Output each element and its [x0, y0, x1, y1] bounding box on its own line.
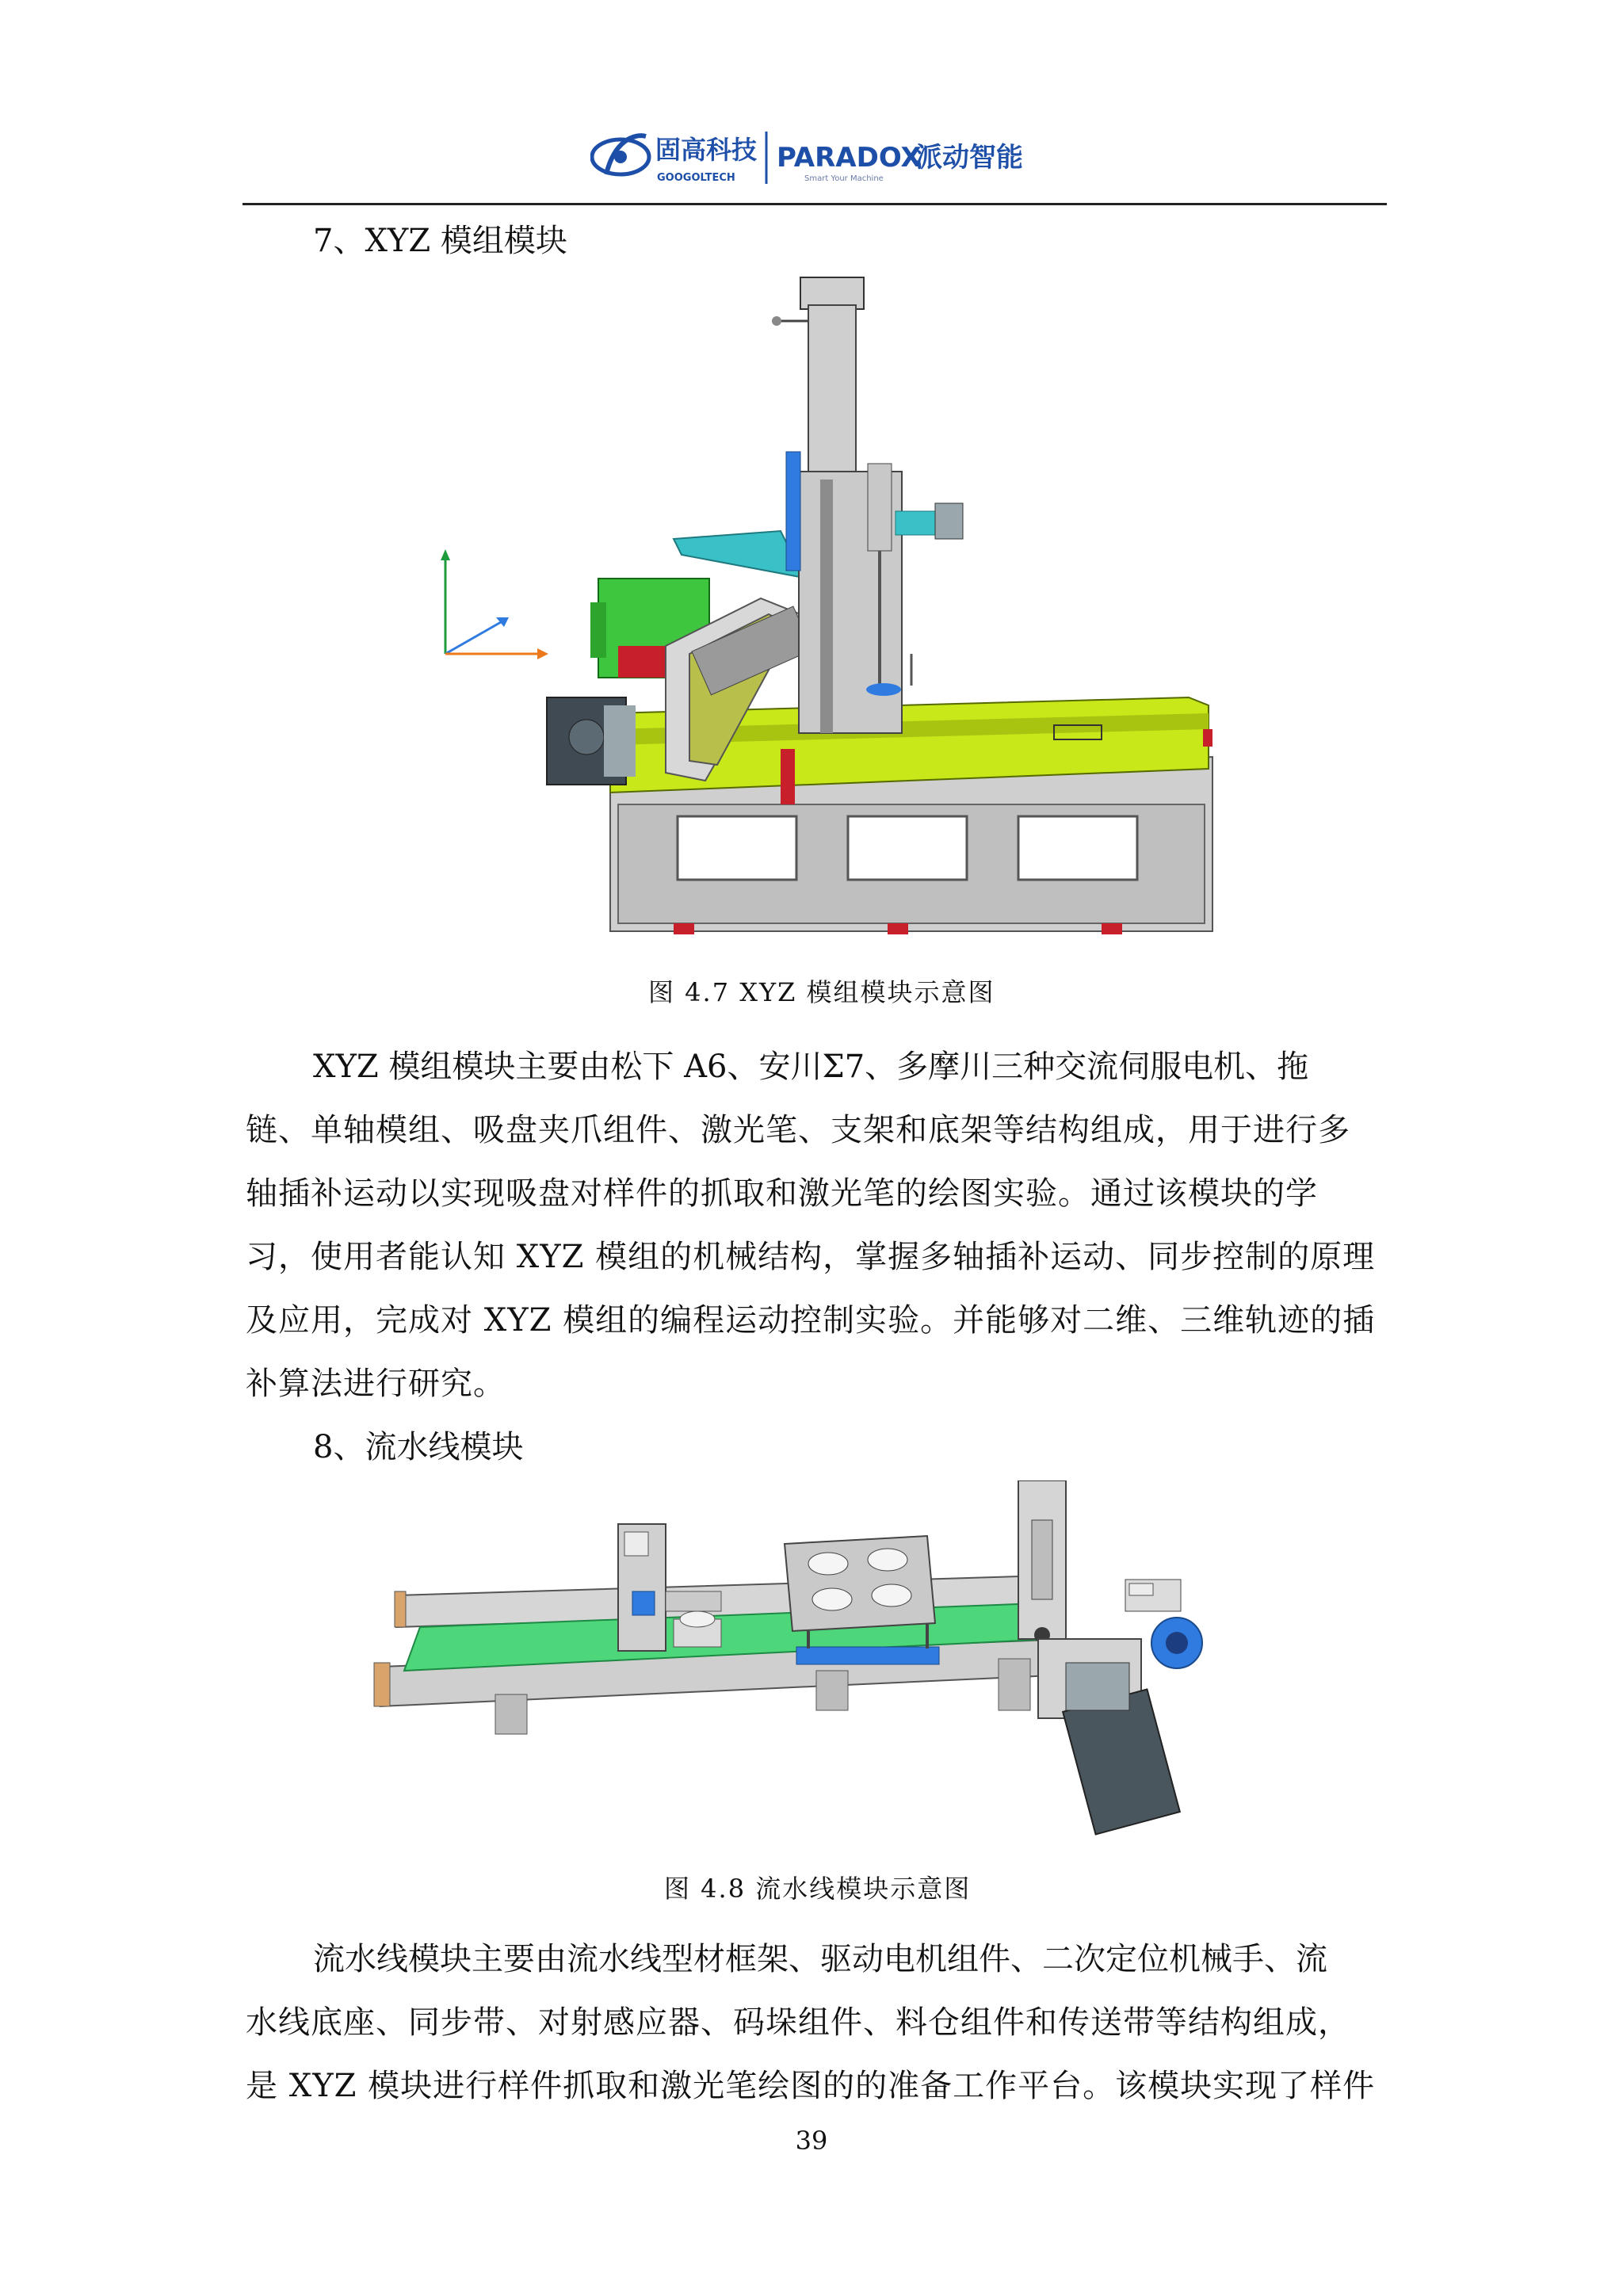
section-7-paragraph-line: 轴插补运动以实现吸盘对样件的抓取和激光笔的绘图实验。通过该模块的学: [246, 1175, 1318, 1212]
xyz-coordinate-axes: [441, 549, 548, 659]
page-header: [238, 111, 1395, 198]
paradox-logo-cn: 派动智能: [915, 142, 1023, 174]
googoltech-logo-icon: [592, 136, 649, 174]
section-8-paragraph-line: 流水线模块主要由流水线型材框架、驱动电机组件、二次定位机械手、流: [313, 1941, 1327, 1977]
company-logos: [590, 125, 1026, 189]
googoltech-logo-en: GOOGOLTECH: [657, 172, 735, 184]
section-7-paragraph-line: 及应用，完成对 XYZ 模组的编程运动控制实验。并能够对二维、三维轨迹的插: [246, 1302, 1376, 1339]
section-7-paragraph-line: 习，使用者能认知 XYZ 模组的机械结构，掌握多轴插补运动、同步控制的原理: [246, 1239, 1376, 1275]
page-number: 39: [795, 2126, 828, 2156]
conveyor-drive-motor: [1038, 1639, 1180, 1835]
googoltech-logo-cn: 固高科技: [655, 135, 758, 165]
header-divider: [242, 203, 1387, 205]
figure-4-7-caption: 图 4.7 XYZ 模组模块示意图: [648, 977, 995, 1007]
y-axis-red-drag-chain: [781, 749, 795, 804]
xyz-module-figure: [428, 273, 1244, 955]
section-7-paragraph-line: 补算法进行研究。: [246, 1366, 506, 1402]
section-7-paragraph-line: XYZ 模组模块主要由松下 A6、安川Σ7、多摩川三种交流伺服电机、拖: [313, 1049, 1309, 1085]
xyz-end-effector: [866, 464, 963, 696]
conveyor-sensor-column: [1018, 1480, 1066, 1643]
section-8-paragraph-line: 是 XYZ 模块进行样件抓取和激光笔绘图的的准备工作平台。该模块实现了样件: [246, 2068, 1376, 2104]
xyz-servo-motor: [547, 697, 636, 785]
section-7-paragraph-line: 链、单轴模组、吸盘夹爪组件、激光笔、支架和底架等结构组成，用于进行多: [246, 1112, 1350, 1148]
paradox-tagline: Smart Your Machine: [804, 174, 884, 183]
paradox-logo: PARADOX: [777, 142, 922, 174]
section-8-paragraph-line: 水线底座、同步带、对射感应器、码垛组件、料仓组件和传送带等结构组成，: [246, 2004, 1350, 2041]
conveyor-module-figure: [372, 1480, 1276, 1853]
z-axis-blue-plate: [786, 452, 800, 571]
figure-4-8-caption: 图 4.8 流水线模块示意图: [664, 1874, 972, 1904]
section-8-title: 8、流水线模块: [313, 1429, 524, 1465]
section-7-title: 7、XYZ 模组模块: [313, 223, 567, 259]
